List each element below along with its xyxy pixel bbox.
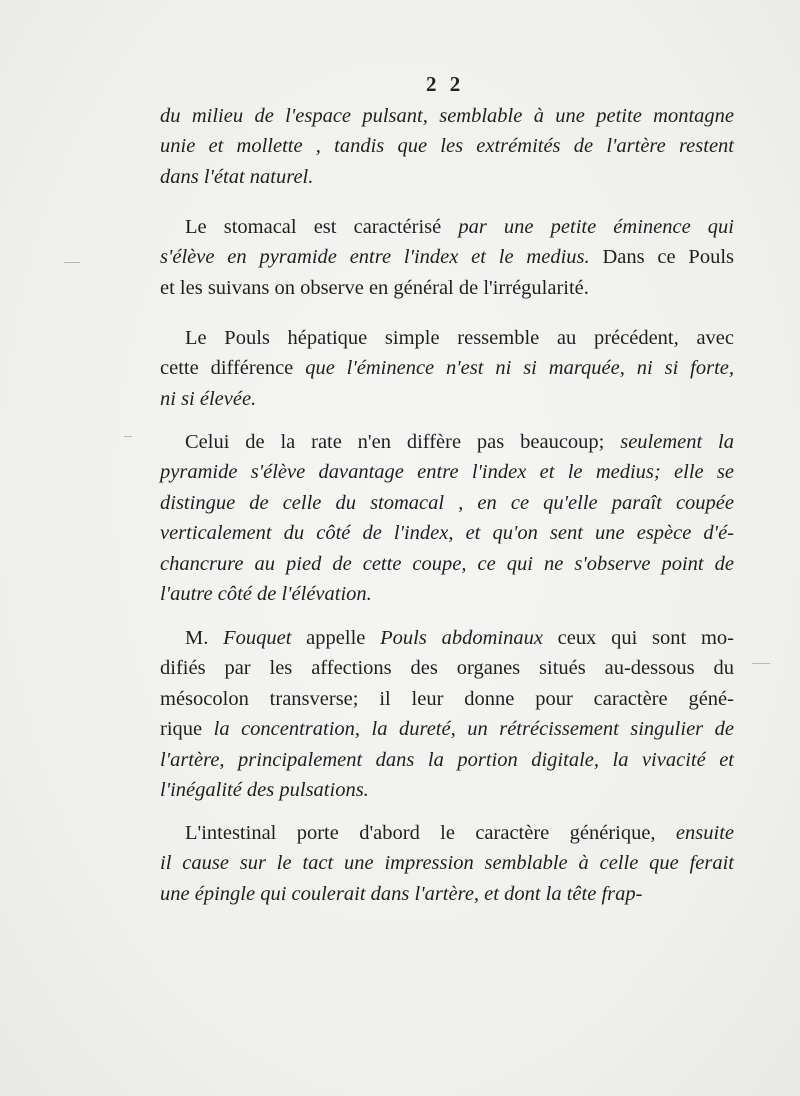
margin-mark (752, 663, 770, 664)
roman-text: et les suivans on observe en général de l'irrégularité. (160, 276, 589, 299)
text-line (160, 653, 734, 683)
paragraph-2 (160, 212, 734, 303)
text-line (160, 745, 734, 775)
text-line (160, 848, 734, 878)
text-line (160, 818, 734, 848)
roman-text: Le Pouls hépatique simple ressemble au précédent, avec (185, 327, 734, 349)
italic-text: Fouquet (223, 627, 292, 649)
roman-text: cette différence (160, 357, 306, 380)
italic-text: par une petite éminence qui (458, 216, 735, 238)
italic-text: unie et mollette , tandis que les extrémités de l'artère restent (160, 135, 734, 158)
roman-text: Dans ce Pouls (589, 246, 734, 269)
paragraph-4 (160, 427, 734, 609)
roman-text: appelle (291, 627, 381, 649)
roman-text: Celui de la rate n'en diffère pas beaucoup; (185, 431, 621, 453)
text-line (160, 457, 734, 487)
text-line (160, 623, 734, 653)
text-line (160, 879, 734, 909)
italic-text: la concentration, la dureté, un rétrécissement singulier de (213, 718, 734, 741)
text-line (160, 384, 734, 414)
roman-text: L'intestinal porte d'abord le caractère générique, (185, 822, 676, 844)
italic-text: ni si élevée. (160, 387, 257, 410)
roman-text: mésocolon transverse; il leur donne pour caractère géné- (160, 687, 734, 710)
text-line (160, 212, 734, 242)
text-line (160, 775, 734, 805)
italic-text: distingue de celle du stomacal , en ce qu'elle paraît coupée (160, 491, 734, 514)
italic-text: dans l'état naturel. (160, 165, 314, 188)
italic-text: verticalement du côté de l'index, et qu'on sent une espèce d'é- (160, 522, 734, 545)
text-line (160, 101, 734, 131)
roman-text: ceux qui sont mo- (542, 627, 734, 649)
italic-text: l'inégalité des pulsations. (160, 779, 369, 802)
text-line (160, 684, 734, 714)
roman-text: difiés par les affections des organes situés au-dessous du (160, 657, 734, 680)
text-line (160, 488, 734, 518)
italic-text: s'élève en pyramide entre l'index et le medius. (160, 246, 590, 269)
italic-text: Pouls abdominaux (380, 627, 543, 649)
text-line (160, 518, 734, 548)
text-line (160, 427, 734, 457)
italic-text: l'autre côté de l'élévation. (160, 583, 372, 606)
text-line (160, 353, 734, 383)
text-line (160, 323, 734, 353)
text-line (160, 273, 734, 303)
text-line (160, 162, 734, 192)
text-line (160, 579, 734, 609)
italic-text: seulement la (620, 431, 734, 453)
roman-text: rique (160, 718, 214, 741)
text-line (160, 714, 734, 744)
margin-mark (124, 436, 132, 437)
paragraph-3 (160, 323, 734, 414)
text-line (160, 242, 734, 272)
margin-mark (64, 262, 80, 263)
paragraph-5 (160, 623, 734, 805)
italic-text: ensuite (675, 822, 734, 844)
paragraph-1 (160, 101, 734, 192)
text-line (160, 131, 734, 161)
italic-text: du milieu de l'espace pulsant, semblable à une petite montagne (160, 105, 734, 127)
italic-text: il cause sur le tact une impression semblable à celle que ferait (160, 852, 734, 875)
italic-text: l'artère, principalement dans la portion digitale, la vivacité et (160, 748, 734, 771)
roman-text: M. (185, 627, 224, 649)
italic-text: une épingle qui coulerait dans l'artère, et dont la tête frap- (160, 882, 643, 905)
italic-text: chancrure au pied de cette coupe, ce qui ne s'observe point de (160, 552, 734, 575)
text-line (160, 549, 734, 579)
italic-text: pyramide s'élève davantage entre l'index et le medius; elle se (160, 461, 734, 484)
roman-text: Le stomacal est caractérisé (185, 216, 459, 238)
page-number: 2 2 (426, 72, 465, 96)
italic-text: que l'éminence n'est ni si marquée, ni si forte, (305, 357, 735, 380)
paragraph-6 (160, 818, 734, 909)
